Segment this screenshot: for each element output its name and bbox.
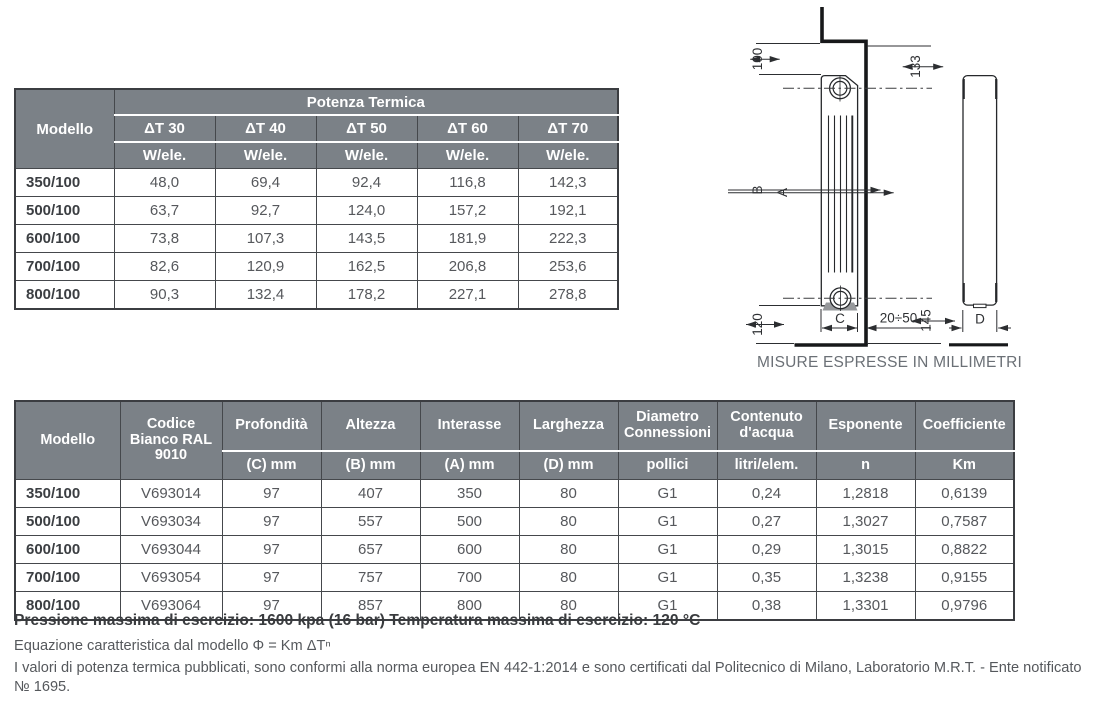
drawing-canvas <box>728 0 1030 352</box>
table2-header-diametro: Diametro Connessioni <box>618 401 717 451</box>
table-row <box>15 480 1014 508</box>
value-cell: 92,4 <box>316 169 417 197</box>
dimensions-table <box>14 400 1015 621</box>
certification-note: I valori di potenza termica pubblicati, sono conformi alla norma europea EN 442-1:2014 e sono certificati dal Politecnico di Milano, Laboratorio M.R.T. - Ente notificato № 1695. <box>14 660 1082 696</box>
value-cell: 80 <box>519 508 618 536</box>
value-cell: 0,38 <box>717 592 816 621</box>
model-cell: 700/100 <box>15 564 120 592</box>
value-cell: 157,2 <box>417 197 518 225</box>
value-cell: 132,4 <box>215 281 316 310</box>
model-cell: 600/100 <box>15 225 114 253</box>
table2-header-esponente: Esponente <box>816 401 915 451</box>
dim-label-145: 145 <box>918 309 934 332</box>
drawing-caption: MISURE ESPRESSE IN MILLIMETRI <box>757 354 1023 371</box>
table-row <box>15 225 618 253</box>
table2-header-contenuto: Contenuto d'acqua <box>717 401 816 451</box>
value-cell: 0,8822 <box>915 536 1014 564</box>
table2-header-profondita: Profondità <box>222 401 321 451</box>
dim-label-wall-gap: 20÷50 <box>879 310 918 326</box>
table2-unit-profondita: (C) mm <box>222 451 321 480</box>
value-cell: 97 <box>222 592 321 621</box>
value-cell: 657 <box>321 536 420 564</box>
table2-unit-coefficiente: Km <box>915 451 1014 480</box>
potenza-termica-table <box>14 88 619 310</box>
value-cell: 97 <box>222 536 321 564</box>
table2-unit-interasse: (A) mm <box>420 451 519 480</box>
dim-label-D: D <box>975 311 985 327</box>
value-cell: 1,2818 <box>816 480 915 508</box>
table2-unit-larghezza: (D) mm <box>519 451 618 480</box>
table2-unit-diametro: pollici <box>618 451 717 480</box>
table1-header-dt70: ΔT 70 <box>518 115 618 142</box>
value-cell: 124,0 <box>316 197 417 225</box>
value-cell: 0,6139 <box>915 480 1014 508</box>
value-cell: 500 <box>420 508 519 536</box>
table2-header-larghezza: Larghezza <box>519 401 618 451</box>
value-cell: 97 <box>222 480 321 508</box>
table1-header-dt30: ΔT 30 <box>114 115 215 142</box>
table1-header-dt50: ΔT 50 <box>316 115 417 142</box>
value-cell: 162,5 <box>316 253 417 281</box>
table2-unit-contenuto: litri/elem. <box>717 451 816 480</box>
value-cell: 600 <box>420 536 519 564</box>
value-cell: 48,0 <box>114 169 215 197</box>
value-cell: 700 <box>420 564 519 592</box>
table2-header-codice: Codice Bianco RAL 9010 <box>120 401 222 480</box>
table-row <box>15 536 1014 564</box>
value-cell: G1 <box>618 592 717 621</box>
dim-label-A: A <box>775 187 790 198</box>
table2-header-altezza: Altezza <box>321 401 420 451</box>
model-cell: 700/100 <box>15 253 114 281</box>
value-cell: V693044 <box>120 536 222 564</box>
table1-unit: W/ele. <box>417 142 518 169</box>
value-cell: 80 <box>519 592 618 621</box>
value-cell: 192,1 <box>518 197 618 225</box>
value-cell: 82,6 <box>114 253 215 281</box>
table1-unit: W/ele. <box>518 142 618 169</box>
dim-label-120: 120 <box>750 313 765 336</box>
value-cell: 80 <box>519 480 618 508</box>
table-row <box>15 197 618 225</box>
value-cell: 222,3 <box>518 225 618 253</box>
value-cell: 0,9155 <box>915 564 1014 592</box>
value-cell: 69,4 <box>215 169 316 197</box>
value-cell: G1 <box>618 536 717 564</box>
dim-label-133: 133 <box>908 55 923 78</box>
model-cell: 500/100 <box>15 508 120 536</box>
radiator-profile-view <box>821 76 857 312</box>
characteristic-equation-note: Equazione caratteristica dal modello Φ = Km ΔTⁿ <box>14 638 331 655</box>
model-cell: 800/100 <box>15 281 114 310</box>
value-cell: 1,3301 <box>816 592 915 621</box>
value-cell: V693014 <box>120 480 222 508</box>
table1-header-dt40: ΔT 40 <box>215 115 316 142</box>
value-cell: 0,29 <box>717 536 816 564</box>
value-cell: V693054 <box>120 564 222 592</box>
value-cell: 73,8 <box>114 225 215 253</box>
value-cell: G1 <box>618 508 717 536</box>
value-cell: G1 <box>618 480 717 508</box>
table2-body <box>15 480 1014 621</box>
table-row <box>15 281 618 310</box>
value-cell: 407 <box>321 480 420 508</box>
value-cell: 92,7 <box>215 197 316 225</box>
value-cell: 278,8 <box>518 281 618 310</box>
table1-header-dt60: ΔT 60 <box>417 115 518 142</box>
table-row <box>15 564 1014 592</box>
value-cell: 80 <box>519 536 618 564</box>
table1-body <box>15 169 618 310</box>
table-row <box>15 253 618 281</box>
table-row <box>15 508 1014 536</box>
value-cell: 857 <box>321 592 420 621</box>
table1-unit: W/ele. <box>114 142 215 169</box>
value-cell: 97 <box>222 508 321 536</box>
value-cell: 1,3015 <box>816 536 915 564</box>
value-cell: 63,7 <box>114 197 215 225</box>
dim-label-B: B <box>750 185 765 195</box>
dim-label-100: 100 <box>750 47 765 71</box>
element-bottom-tab <box>974 304 987 307</box>
model-cell: 500/100 <box>15 197 114 225</box>
value-cell: 142,3 <box>518 169 618 197</box>
value-cell: 181,9 <box>417 225 518 253</box>
value-cell: 0,9796 <box>915 592 1014 621</box>
value-cell: 1,3238 <box>816 564 915 592</box>
value-cell: 0,24 <box>717 480 816 508</box>
value-cell: 116,8 <box>417 169 518 197</box>
radiator-technical-drawing <box>728 0 1038 390</box>
table2-header-interasse: Interasse <box>420 401 519 451</box>
value-cell: 0,27 <box>717 508 816 536</box>
value-cell: 120,9 <box>215 253 316 281</box>
value-cell: 90,3 <box>114 281 215 310</box>
value-cell: 800 <box>420 592 519 621</box>
table1-unit: W/ele. <box>316 142 417 169</box>
value-cell: 0,35 <box>717 564 816 592</box>
element-front-view <box>963 76 997 308</box>
model-cell: 600/100 <box>15 536 120 564</box>
value-cell: 178,2 <box>316 281 417 310</box>
value-cell: 253,6 <box>518 253 618 281</box>
table2-header-coefficiente: Coefficiente <box>915 401 1014 451</box>
dim-label-C: C <box>835 311 845 326</box>
value-cell: V693064 <box>120 592 222 621</box>
value-cell: 757 <box>321 564 420 592</box>
value-cell: 227,1 <box>417 281 518 310</box>
element-outline <box>963 76 997 306</box>
model-cell: 350/100 <box>15 480 120 508</box>
value-cell: G1 <box>618 564 717 592</box>
value-cell: 206,8 <box>417 253 518 281</box>
model-cell: 800/100 <box>15 592 120 621</box>
table1-unit: W/ele. <box>215 142 316 169</box>
value-cell: 0,7587 <box>915 508 1014 536</box>
table2-header-modello: Modello <box>15 401 120 480</box>
value-cell: 1,3027 <box>816 508 915 536</box>
table1-header-modello: Modello <box>15 89 114 169</box>
value-cell: 557 <box>321 508 420 536</box>
value-cell: 107,3 <box>215 225 316 253</box>
table2-unit-altezza: (B) mm <box>321 451 420 480</box>
value-cell: 350 <box>420 480 519 508</box>
table-row <box>15 169 618 197</box>
value-cell: 97 <box>222 564 321 592</box>
value-cell: V693034 <box>120 508 222 536</box>
footer-notes <box>14 611 1094 700</box>
model-cell: 350/100 <box>15 169 114 197</box>
table1-title: Potenza Termica <box>114 89 618 115</box>
value-cell: 143,5 <box>316 225 417 253</box>
table2-unit-esponente: n <box>816 451 915 480</box>
value-cell: 80 <box>519 564 618 592</box>
max-pressure-temperature-note: Pressione massima di esercizio: 1600 kpa (16 bar) Temperatura massima di esercizio: 120 °C <box>14 612 701 629</box>
